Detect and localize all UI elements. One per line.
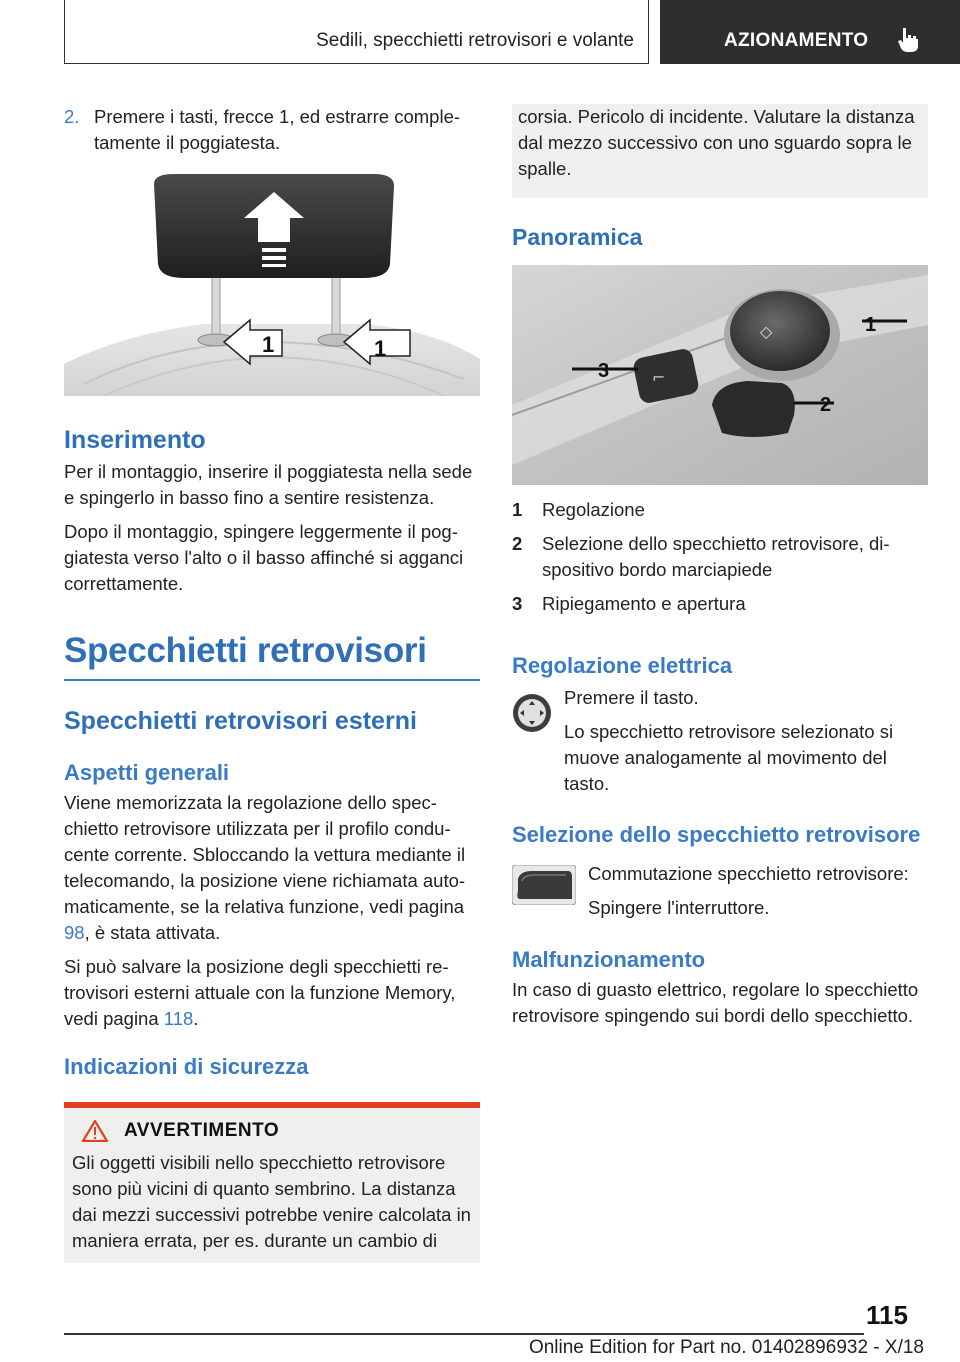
header-title-box [64,0,649,64]
footer-rule [64,1333,864,1335]
heading-specchietti: Specchietti retrovisori [64,631,427,670]
door-panel-illustration [512,265,928,485]
warning-box [64,1108,480,1263]
panel-label-3: 3 [598,360,610,382]
regolazione-text-2: Lo specchietto retrovisore selezionato si muove analogamente al movimento del tasto. [564,721,894,794]
footer-edition: Online Edition for Part no. 01402896932 - X/18 [528,1337,924,1358]
headrest-illustration [64,174,480,396]
legend-list [512,497,928,617]
heading-specchietti-esterni: Specchietti retrovisori esterni [64,707,417,735]
aspetti-p1-text: Viene memorizzata la regolazione dello specchietto retrovisore utilizzata per il profilo conducente corrente. Sbloccando la vettura mediante il telecomando, la posizione viene richiamata automaticamente, se la relativa funzione, vedi pagina [64,792,466,917]
warning-continued-text: corsia. Pericolo di incidente. Valutare la distanza dal mezzo successivo con uno sguardo sopra le spalle. [518,106,915,179]
right-column [512,104,928,1029]
list-item [512,531,928,583]
heading-malfunzionamento: Malfunzionamento [512,947,706,972]
selezione-paragraph-1: Commutazione specchietto retrovisore: [588,863,909,884]
aspetti-paragraph-2 [64,954,480,1032]
door-panel-image [512,265,928,485]
headrest-label-1: 1 [262,332,275,357]
regolazione-block [512,685,928,797]
mirror-selector-switch-icon [512,865,576,905]
headrest-image [64,174,480,396]
warning-title: AVVERTIMENTO [124,1120,280,1141]
list-number: 2 [512,533,523,554]
page-link-98[interactable]: 98 [64,922,85,943]
svg-text:◇: ◇ [760,322,773,341]
list-number: 3 [512,593,523,614]
step-text: Premere i tasti, frecce 1, ed estrarre completamente il poggiatesta. [94,106,461,153]
list-item [512,591,928,617]
headrest-label-2: 1 [374,336,387,361]
inserimento-paragraph-1: Per il montaggio, inserire il poggiatesta nella sede e spingerlo in basso fino a sentire resistenza. [64,461,473,508]
header-section: AZIONAMENTO [724,30,869,51]
header-section-box [660,0,960,64]
heading-selezione-specchietto: Selezione dello specchietto retrovisore [512,822,921,847]
warning-triangle-icon [82,1120,108,1142]
page-link-118[interactable]: 118 [163,1008,194,1029]
mirror-adjust-button-icon [512,693,552,733]
regolazione-paragraph-2a [512,719,928,797]
heading-sicurezza: Indicazioni di sicurezza [64,1054,309,1079]
list-text: Selezione dello specchietto retrovisore, dispositivo bordo marciapiede [542,533,890,580]
heading-panoramica: Panoramica [512,224,643,250]
page-number: 115 [866,1300,908,1330]
aspetti-p1-tail: , è stata attivata. [84,922,221,943]
list-text: Ripiegamento e apertura [542,593,746,614]
aspetti-paragraph-1 [64,790,480,946]
header-title: Sedili, specchietti retrovisori e volante [316,30,634,51]
warning-box-continued [512,104,928,198]
heading-aspetti-generali: Aspetti generali [64,760,230,785]
warning-text: Gli oggetti visibili nello specchietto retrovisore sono più vicini di quanto sembrino. La distanza dai mezzi successivi potrebbe venire calcolata in maniera errata, per es. durante un cambio di [72,1152,471,1251]
panel-label-2: 2 [820,394,832,416]
panel-label-1: 1 [865,314,877,336]
left-column [64,104,480,1263]
regolazione-paragraph-1: Premere il tasto. [564,687,699,708]
malfunzionamento-paragraph: In caso di guasto elettrico, regolare lo specchietto retrovisore spingendo sui bordi dello specchietto. [512,979,919,1026]
heading-regolazione-elettrica: Regolazione elettrica [512,653,733,678]
pointing-hand-icon [896,26,922,54]
inserimento-paragraph-2: Dopo il montaggio, spingere leggermente il poggiatesta verso l'alto o il basso affinché si agganci correttamente. [64,521,464,594]
svg-text:⌐: ⌐ [652,368,666,387]
selezione-block [512,861,928,921]
list-text: Regolazione [542,499,645,520]
list-number: 1 [512,499,523,520]
aspetti-p2-tail: . [193,1008,199,1029]
step-number: 2. [64,106,80,127]
list-item [512,497,928,523]
warning-title-row [72,1120,472,1142]
heading-rule [64,679,480,681]
heading-inserimento: Inserimento [64,426,206,454]
step-2 [64,104,480,156]
selezione-paragraph-2: Spingere l'interruttore. [588,897,770,918]
aspetti-p2-text: Si può salvare la posizione degli specchietti retrovisori esterni attuale con la funzione Memory, vedi pagina [64,956,456,1029]
